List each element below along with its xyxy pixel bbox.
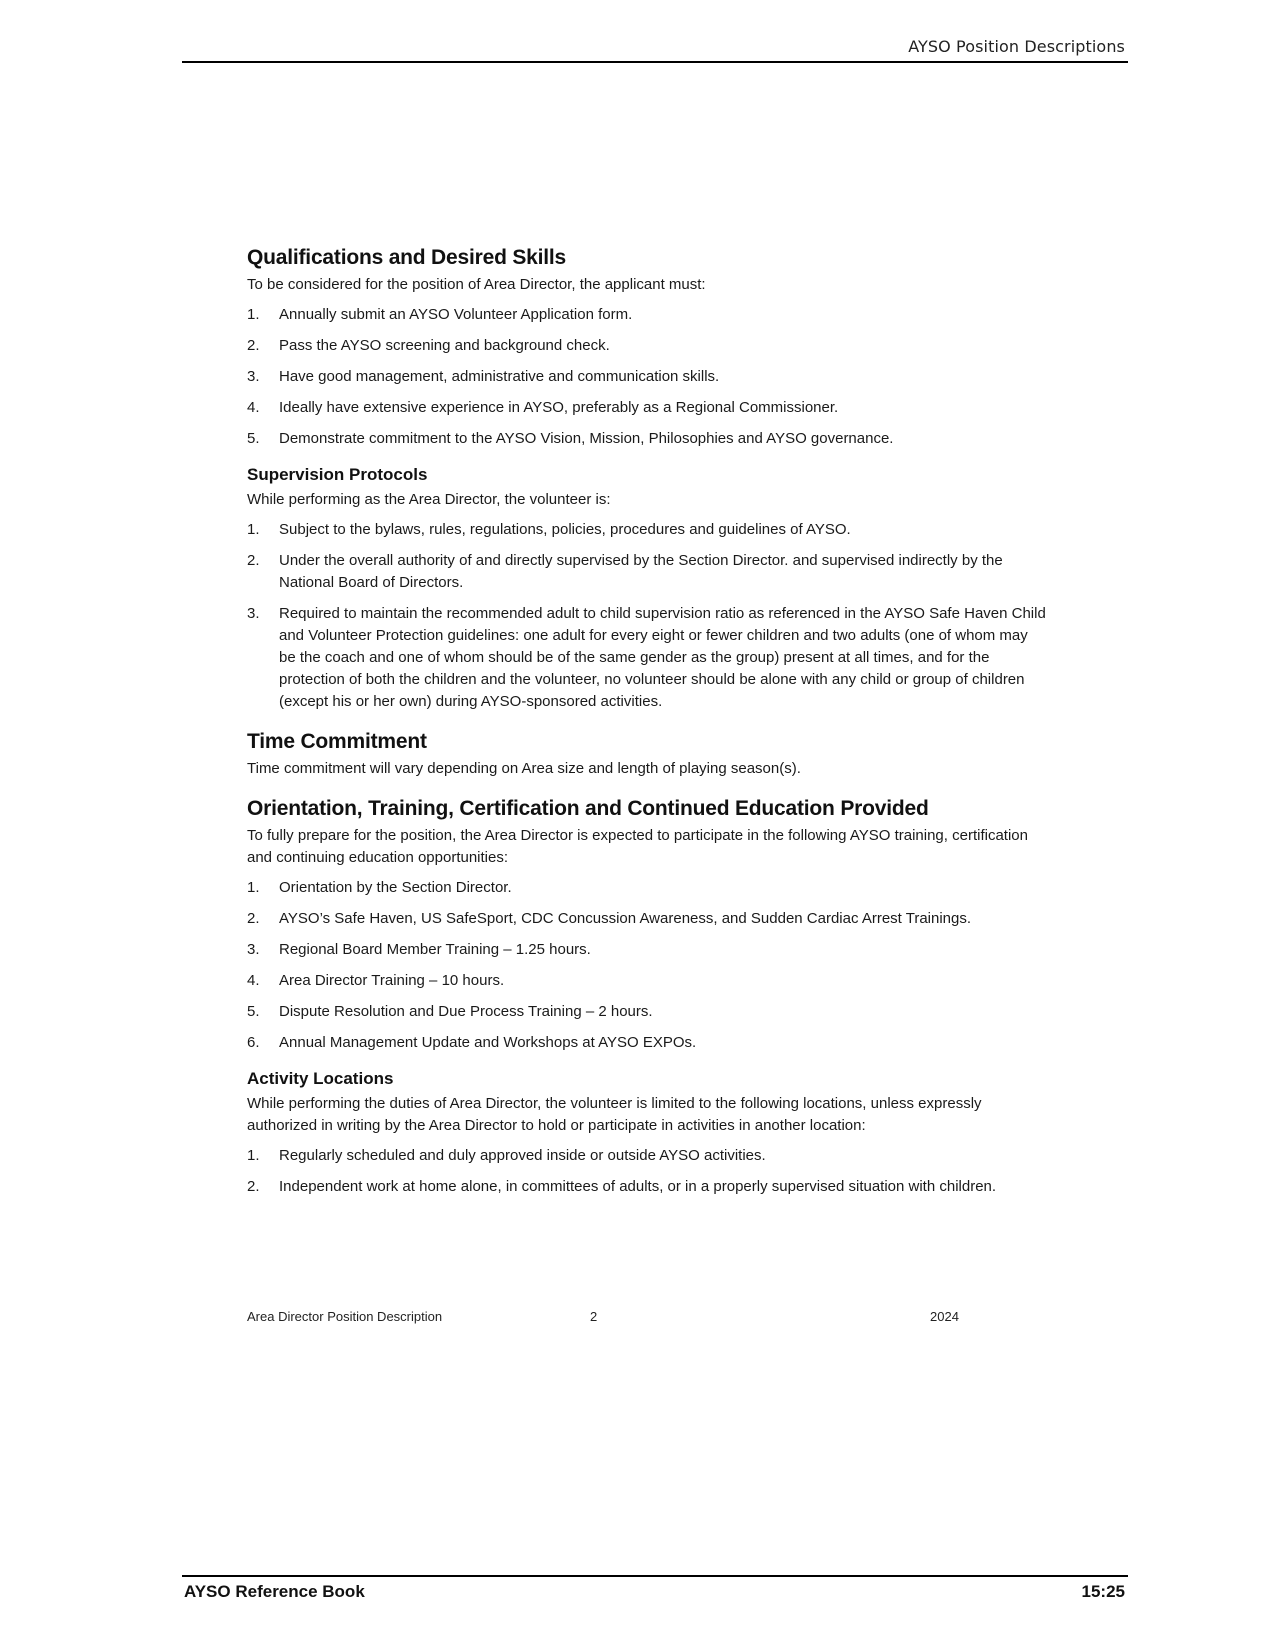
list-item [247, 519, 1047, 541]
list-item-number: 2. [247, 1178, 260, 1195]
footer-page-number: 2 [590, 1309, 598, 1324]
list-item-number: 2. [247, 910, 260, 927]
section-intro: To fully prepare for the position, the Area Director is expected to participate in the following AYSO training, certification and continuing education opportunities: [247, 827, 1028, 866]
section-intro: To be considered for the position of Area Director, the applicant must: [247, 276, 706, 293]
section-heading: Orientation, Training, Certification and Continued Education Provided [247, 797, 929, 820]
list-item-number: 1. [247, 306, 260, 323]
section-intro: While performing as the Area Director, the volunteer is: [247, 491, 611, 508]
list-item-text: Annual Management Update and Workshops at AYSO EXPOs. [279, 1034, 697, 1051]
section-time-commitment [247, 729, 1047, 780]
training-list [247, 877, 1047, 1054]
list-item [247, 908, 1047, 930]
list-item-number: 1. [247, 879, 260, 896]
list-item [247, 1001, 1047, 1023]
section-heading: Supervision Protocols [247, 465, 428, 484]
list-item [247, 1032, 1047, 1054]
list-item-number: 3. [247, 941, 260, 958]
list-item-text: Independent work at home alone, in committees of adults, or in a properly supervised situation with children. [279, 1178, 997, 1195]
footer-rule [182, 1575, 1128, 1577]
list-item-text: Subject to the bylaws, rules, regulations, policies, procedures and guidelines of AYSO. [279, 521, 851, 538]
list-item [247, 1176, 1047, 1198]
section-intro: While performing the duties of Area Director, the volunteer is limited to the following locations, unless expressly authorized in writing by the Area Director to hold or participate in activities in another location: [247, 1095, 982, 1134]
list-item [247, 428, 1047, 450]
list-item-number: 4. [247, 972, 260, 989]
list-item [247, 603, 1047, 713]
section-heading: Activity Locations [247, 1069, 394, 1088]
section-intro: Time commitment will vary depending on Area size and length of playing season(s). [247, 760, 801, 777]
list-item-text: Regularly scheduled and duly approved inside or outside AYSO activities. [279, 1147, 766, 1164]
supervision-list [247, 519, 1047, 713]
list-item-number: 1. [247, 521, 260, 538]
section-qualifications [247, 245, 1047, 450]
section-heading: Qualifications and Desired Skills [247, 246, 567, 269]
list-item-text: Demonstrate commitment to the AYSO Vision, Mission, Philosophies and AYSO governance. [279, 430, 894, 447]
list-item-text: Dispute Resolution and Due Process Training – 2 hours. [279, 1003, 653, 1020]
list-item-text: Ideally have extensive experience in AYSO, preferably as a Regional Commissioner. [279, 399, 839, 416]
list-item-text: Regional Board Member Training – 1.25 hours. [279, 941, 591, 958]
list-item-number: 6. [247, 1034, 260, 1051]
list-item-number: 1. [247, 1147, 260, 1164]
list-item [247, 550, 1047, 594]
list-item-number: 5. [247, 430, 260, 447]
list-item [247, 877, 1047, 899]
list-item-text: Required to maintain the recommended adult to child supervision ratio as referenced in the AYSO Safe Haven Child and Volunteer Protection guidelines: one adult for every eight or fewer children and two adults (one of whom may be the coach and one of whom should be of the same gender as the group) present at all times, and for the protection of both the children and the volunteer, no volunteer should be alone with any child or group of children (except his or her own) during AYSO-sponsored activities. [279, 605, 1046, 710]
book-page-number: 15:25 [1081, 1582, 1125, 1601]
list-item [247, 397, 1047, 419]
list-item-text: Under the overall authority of and directly supervised by the Section Director. and supervised indirectly by the National Board of Directors. [279, 552, 1003, 591]
list-item-text: Orientation by the Section Director. [279, 879, 512, 896]
qualifications-list [247, 304, 1047, 450]
document-body [247, 245, 1047, 1207]
section-training [247, 796, 1047, 1054]
list-item [247, 366, 1047, 388]
list-item-text: Have good management, administrative and communication skills. [279, 368, 720, 385]
list-item-number: 2. [247, 552, 260, 569]
list-item-number: 3. [247, 368, 260, 385]
list-item [247, 1145, 1047, 1167]
list-item [247, 939, 1047, 961]
list-item-text: AYSO’s Safe Haven, US SafeSport, CDC Concussion Awareness, and Sudden Cardiac Arrest Trainings. [279, 910, 972, 927]
section-heading: Time Commitment [247, 730, 427, 753]
list-item-text: Annually submit an AYSO Volunteer Application form. [279, 306, 633, 323]
section-activity-locations [247, 1068, 1047, 1198]
list-item [247, 970, 1047, 992]
list-item [247, 335, 1047, 357]
locations-list [247, 1145, 1047, 1198]
list-item-text: Area Director Training – 10 hours. [279, 972, 505, 989]
list-item-number: 3. [247, 605, 260, 622]
book-title: AYSO Reference Book [184, 1582, 365, 1601]
header-rule [182, 61, 1128, 63]
list-item-text: Pass the AYSO screening and background check. [279, 337, 610, 354]
running-header-title: AYSO Position Descriptions [908, 37, 1125, 56]
list-item-number: 5. [247, 1003, 260, 1020]
list-item [247, 304, 1047, 326]
list-item-number: 4. [247, 399, 260, 416]
footer-doc-title: Area Director Position Description [247, 1309, 443, 1324]
list-item-number: 2. [247, 337, 260, 354]
footer-year: 2024 [930, 1309, 959, 1324]
section-supervision [247, 464, 1047, 713]
